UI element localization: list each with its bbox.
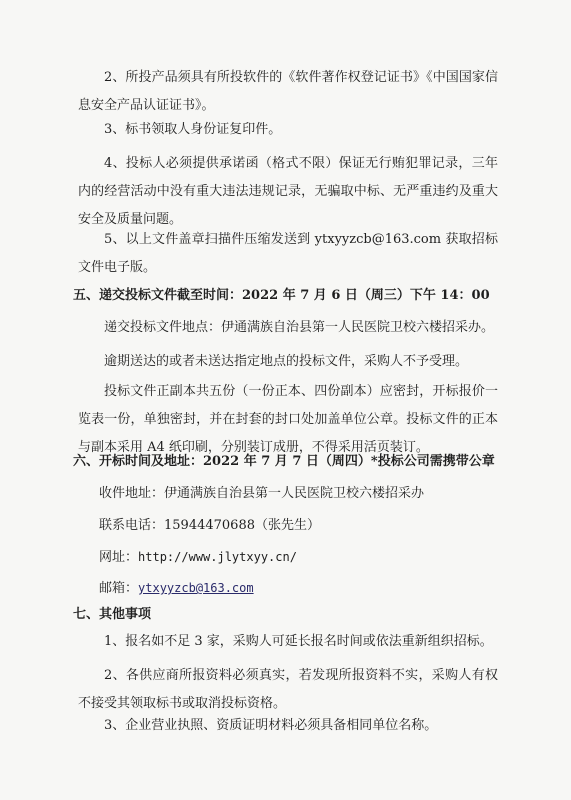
email-line	[99, 578, 499, 599]
other-item-1: 1、报名如不足 3 家，采购人可延长报名时间或依法重新组织招标。	[104, 634, 493, 649]
section-7-heading: 七、其他事项	[73, 607, 152, 622]
mailing-address: 收件地址：伊通满族自治县第一人民医院卫校六楼招采办	[99, 486, 425, 501]
section-5-heading: 五、递交投标文件截至时间：2022 年 7 月 6 日（周三）下午 14：00	[73, 288, 490, 303]
item-3-paragraph: 3、标书领取人身份证复印件。	[104, 122, 282, 137]
website-link[interactable]: http://www.jlytxyy.cn/	[138, 550, 297, 564]
delivery-location: 递交投标文件地点：伊通满族自治县第一人民医院卫校六楼招采办。	[104, 320, 495, 335]
late-submission-note: 逾期送达的或者未送达指定地点的投标文件，采购人不予受理。	[104, 354, 469, 369]
website-line	[99, 547, 499, 568]
email-link[interactable]: ytxyyzcb@163.com	[138, 581, 254, 595]
item-2-paragraph: 2、所投产品须具有所投软件的《软件著作权登记证书》《中国国家信息安全产品认证证书》。	[78, 70, 498, 113]
other-item-3: 3、企业营业执照、资质证明材料必须具备相同单位名称。	[104, 718, 438, 733]
section-6-heading: 六、开标时间及地址：2022 年 7 月 7 日（周四）*投标公司需携带公章	[73, 454, 495, 469]
other-item-2: 2、各供应商所报资料必须真实，若发现所报资料不实，采购人有权不接受其领取标书或取消投标资格。	[78, 668, 498, 711]
item-4-paragraph: 4、投标人必须提供承诺函（格式不限）保证无行贿犯罪记录，三年内的经营活动中没有重大违法违规记录，无骗取中标、无严重违约及重大安全及质量问题。	[78, 156, 498, 227]
contact-phone: 联系电话：15944470688（张先生）	[99, 518, 320, 533]
email-label: 邮箱：	[99, 581, 139, 596]
bid-copies-paragraph: 投标文件正副本共五份（一份正本、四份副本）应密封，开标报价一览表一份，单独密封，并在封套的封口处加盖单位公章。投标文件的正本与副本采用 A4 纸印刷，分别装订成册，不得采用活页装订。	[78, 384, 498, 455]
website-label: 网址：	[99, 550, 139, 565]
item-5-paragraph: 5、以上文件盖章扫描件压缩发送到 ytxyyzcb@163.com 获取招标文件电子版。	[78, 232, 498, 275]
